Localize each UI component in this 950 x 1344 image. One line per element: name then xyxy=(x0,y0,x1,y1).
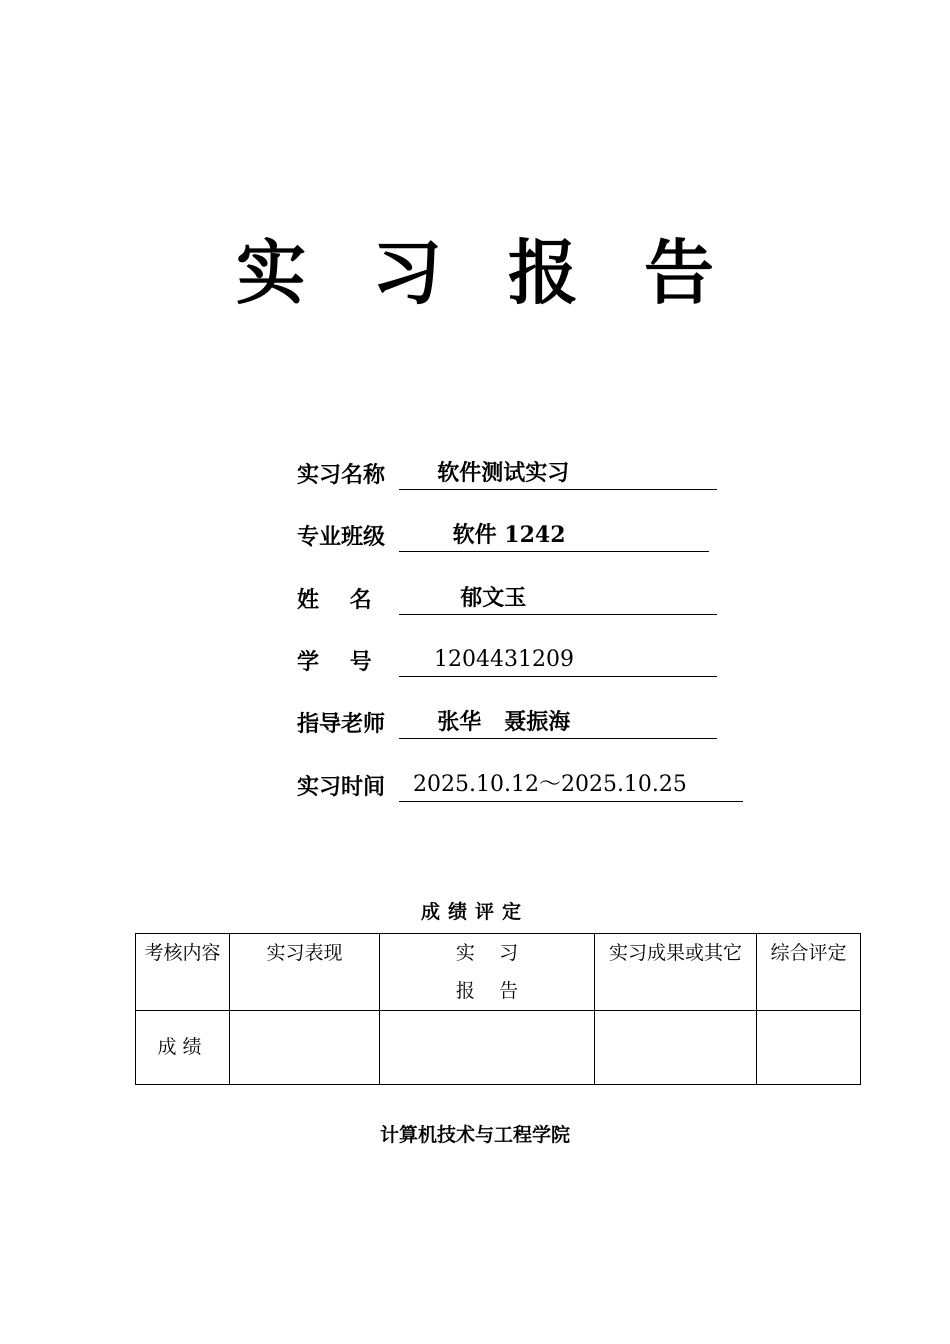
title-char-4: 告 xyxy=(644,231,714,314)
field-label: 实习时间 xyxy=(297,774,386,800)
header-cell: 综合评定 xyxy=(757,934,861,1011)
field-label: 姓 名 xyxy=(297,587,372,613)
field-period xyxy=(297,768,743,802)
field-student-id xyxy=(297,643,717,677)
college-name: 计算机技术与工程学院 xyxy=(379,1124,570,1146)
field-value: 郁文玉 xyxy=(399,583,717,615)
field-supervisor xyxy=(297,705,717,739)
grade-cell xyxy=(230,1011,380,1085)
grade-section-title: 成绩评定 xyxy=(420,901,529,923)
field-label: 指导老师 xyxy=(297,711,386,737)
header-cell: 实习成果或其它 xyxy=(595,934,757,1011)
grade-table xyxy=(135,933,861,1085)
field-class xyxy=(297,518,709,552)
field-label: 专业班级 xyxy=(297,524,386,550)
grade-cell xyxy=(595,1011,757,1085)
field-value: 1204431209 xyxy=(399,645,717,677)
field-value: 软件 1242 xyxy=(399,520,709,552)
grade-cell xyxy=(380,1011,595,1085)
grade-table-row xyxy=(136,1011,861,1085)
field-label: 学 号 xyxy=(297,649,372,675)
title-char-1: 实 xyxy=(236,231,306,314)
grade-cell xyxy=(757,1011,861,1085)
header-cell: 实 习 报 告 xyxy=(380,934,595,1011)
grade-table-header-row xyxy=(136,934,861,1011)
field-value: 2025.10.12～2025.10.25 xyxy=(399,770,743,802)
field-value: 软件测试实习 xyxy=(399,458,717,490)
title-char-2: 习 xyxy=(372,231,442,314)
field-label: 实习名称 xyxy=(297,462,386,488)
report-title xyxy=(0,228,950,318)
row-label-cell: 成绩 xyxy=(136,1011,230,1085)
field-value: 张华 聂振海 xyxy=(399,707,717,739)
header-cell: 考核内容 xyxy=(136,934,230,1011)
field-name xyxy=(297,581,717,615)
field-internship-name xyxy=(297,456,717,490)
title-char-3: 报 xyxy=(508,231,578,314)
header-cell: 实习表现 xyxy=(230,934,380,1011)
